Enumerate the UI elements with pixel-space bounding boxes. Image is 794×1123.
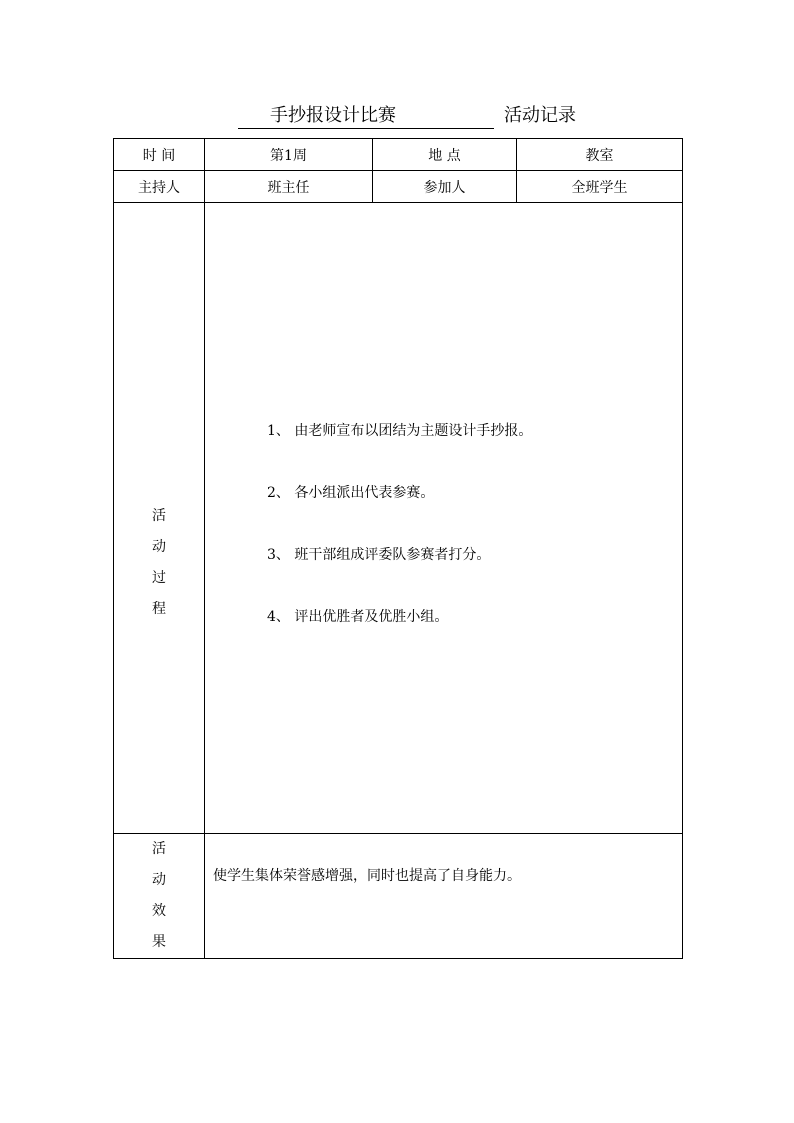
process-label-char: 动 [152, 539, 166, 555]
table-row-time-place [114, 139, 683, 171]
effect-label-char: 果 [152, 934, 166, 950]
activity-record-table [113, 138, 683, 959]
effect-text: 使学生集体荣誉感增强，同时也提高了自身能力。 [213, 868, 521, 884]
document-title [0, 103, 794, 133]
host-label: 主持人 [114, 171, 205, 203]
effect-content-cell [205, 834, 683, 959]
table-row-process [114, 203, 683, 834]
activity-subject: 手抄报设计比赛 [270, 105, 396, 126]
process-step: 1、 由老师宣布以团结为主题设计手抄报。 [267, 423, 533, 439]
time-value: 第1周 [205, 139, 373, 171]
table-row-effect [114, 834, 683, 959]
process-label-char: 活 [152, 508, 166, 524]
participants-label: 参加人 [373, 171, 517, 203]
place-value: 教室 [517, 139, 683, 171]
process-step: 3、 班干部组成评委队参赛者打分。 [267, 547, 491, 563]
effect-label-char: 动 [152, 872, 166, 888]
effect-label-cell [114, 834, 205, 959]
process-step: 2、 各小组派出代表参赛。 [267, 485, 435, 501]
effect-label-char: 效 [152, 903, 166, 919]
effect-label [114, 834, 204, 958]
time-label: 时 间 [114, 139, 205, 171]
process-label [114, 411, 204, 625]
process-step: 4、 评出优胜者及优胜小组。 [267, 609, 449, 625]
table-row-host-participants [114, 171, 683, 203]
process-steps [205, 409, 682, 627]
process-label-cell [114, 203, 205, 834]
place-label: 地 点 [373, 139, 517, 171]
host-value: 班主任 [205, 171, 373, 203]
participants-value: 全班学生 [517, 171, 683, 203]
process-content-cell [205, 203, 683, 834]
process-label-char: 过 [152, 570, 166, 586]
title-suffix: 活动记录 [504, 105, 576, 126]
process-label-char: 程 [152, 601, 166, 617]
effect-label-char: 活 [152, 841, 166, 857]
